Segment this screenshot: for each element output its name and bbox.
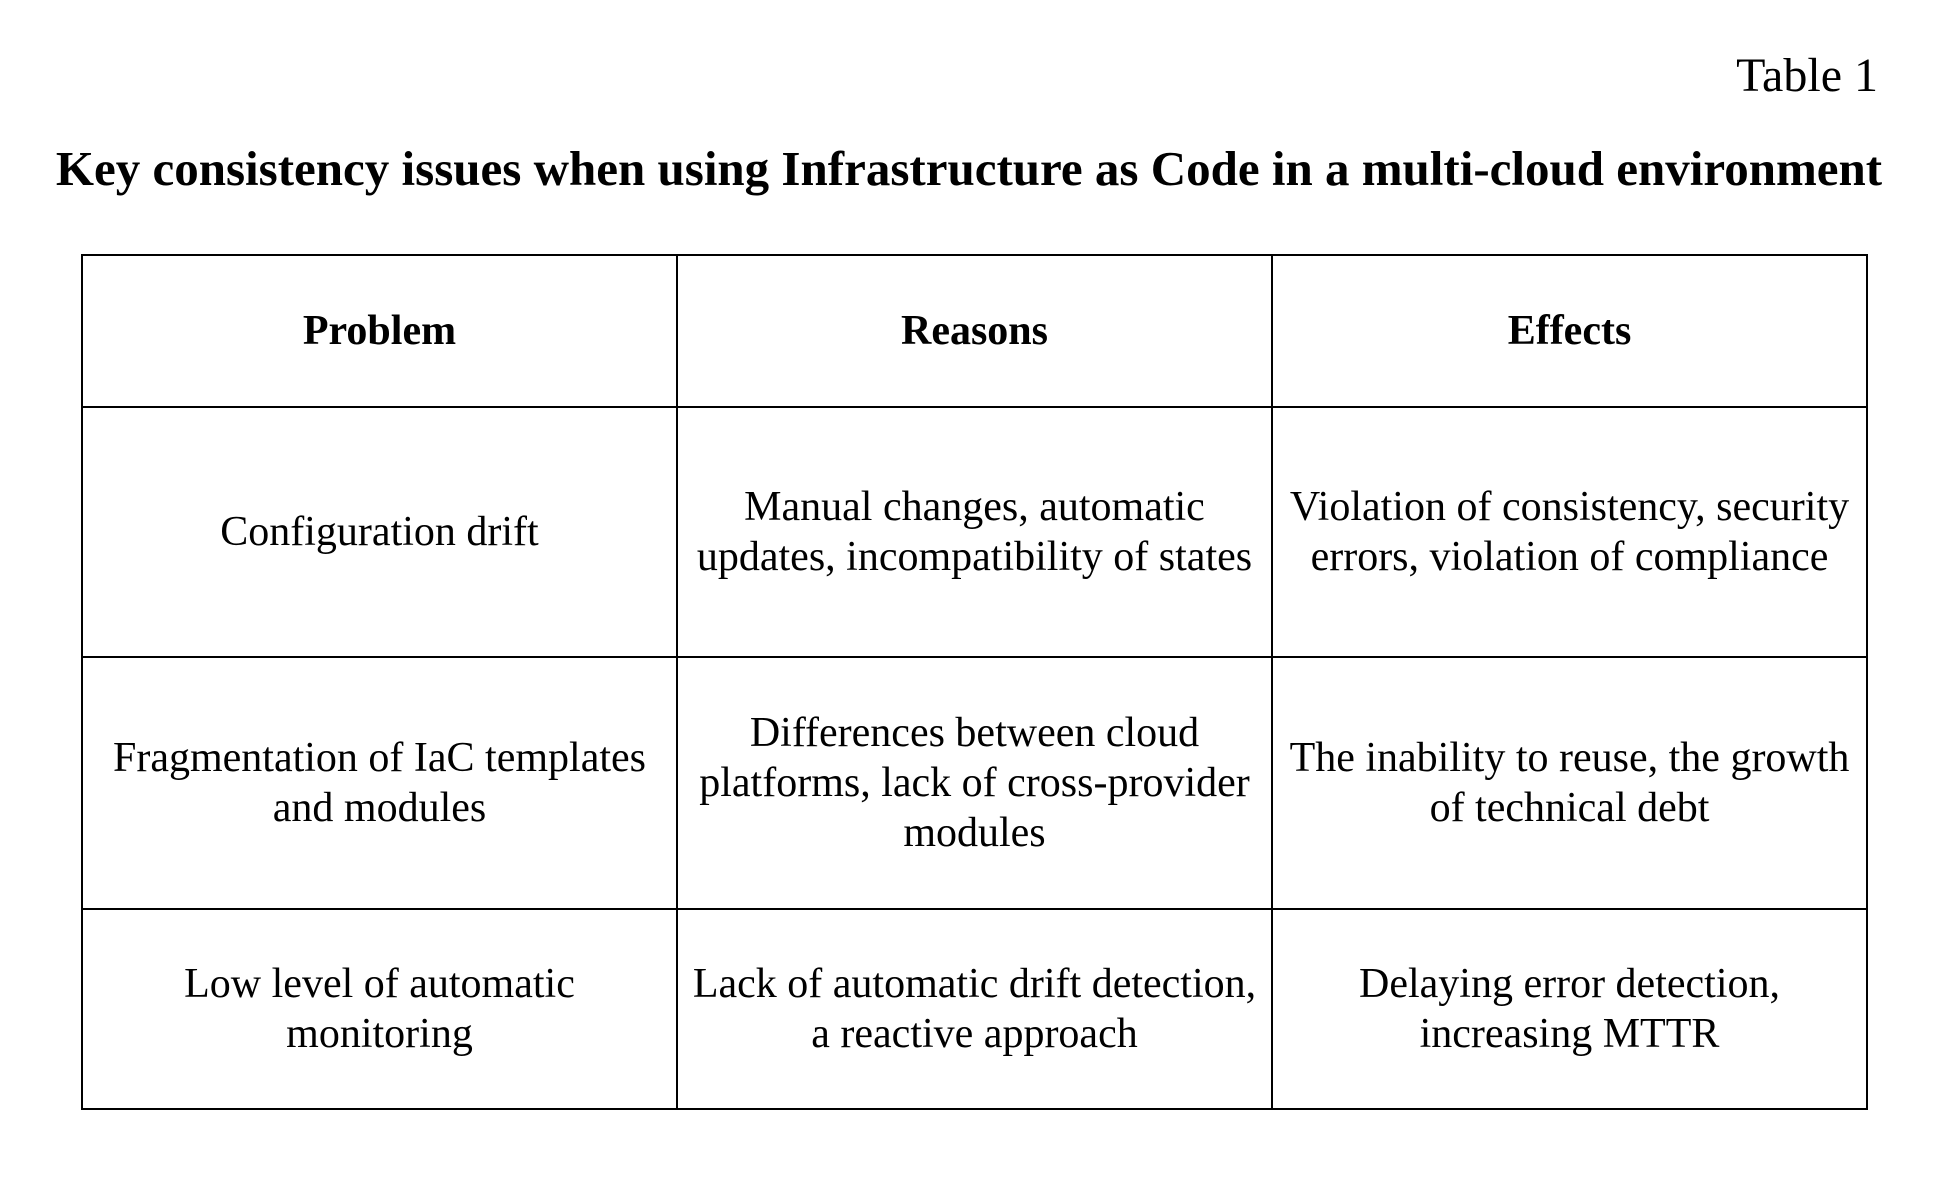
column-header-effects: Effects: [1272, 255, 1867, 407]
table-row: [82, 657, 1867, 909]
cell-effects: Delaying error detection, increasing MTTR: [1272, 909, 1867, 1109]
column-header-reasons: Reasons: [677, 255, 1272, 407]
cell-reasons: Lack of automatic drift detection, a reactive approach: [677, 909, 1272, 1109]
table-row: [82, 407, 1867, 657]
cell-effects: The inability to reuse, the growth of technical debt: [1272, 657, 1867, 909]
table-row: [82, 909, 1867, 1109]
issues-table: [81, 254, 1868, 1110]
cell-problem: Low level of automatic monitoring: [82, 909, 677, 1109]
table-number: Table 1: [1736, 49, 1878, 102]
cell-reasons: Manual changes, automatic updates, incompatibility of states: [677, 407, 1272, 657]
cell-reasons: Differences between cloud platforms, lack of cross-provider modules: [677, 657, 1272, 909]
table-title: Key consistency issues when using Infrastructure as Code in a multi-cloud environment: [55, 141, 1883, 196]
cell-problem: Fragmentation of IaC templates and modules: [82, 657, 677, 909]
header-row: [82, 255, 1867, 407]
column-header-problem: Problem: [82, 255, 677, 407]
cell-problem: Configuration drift: [82, 407, 677, 657]
cell-effects: Violation of consistency, security errors, violation of compliance: [1272, 407, 1867, 657]
